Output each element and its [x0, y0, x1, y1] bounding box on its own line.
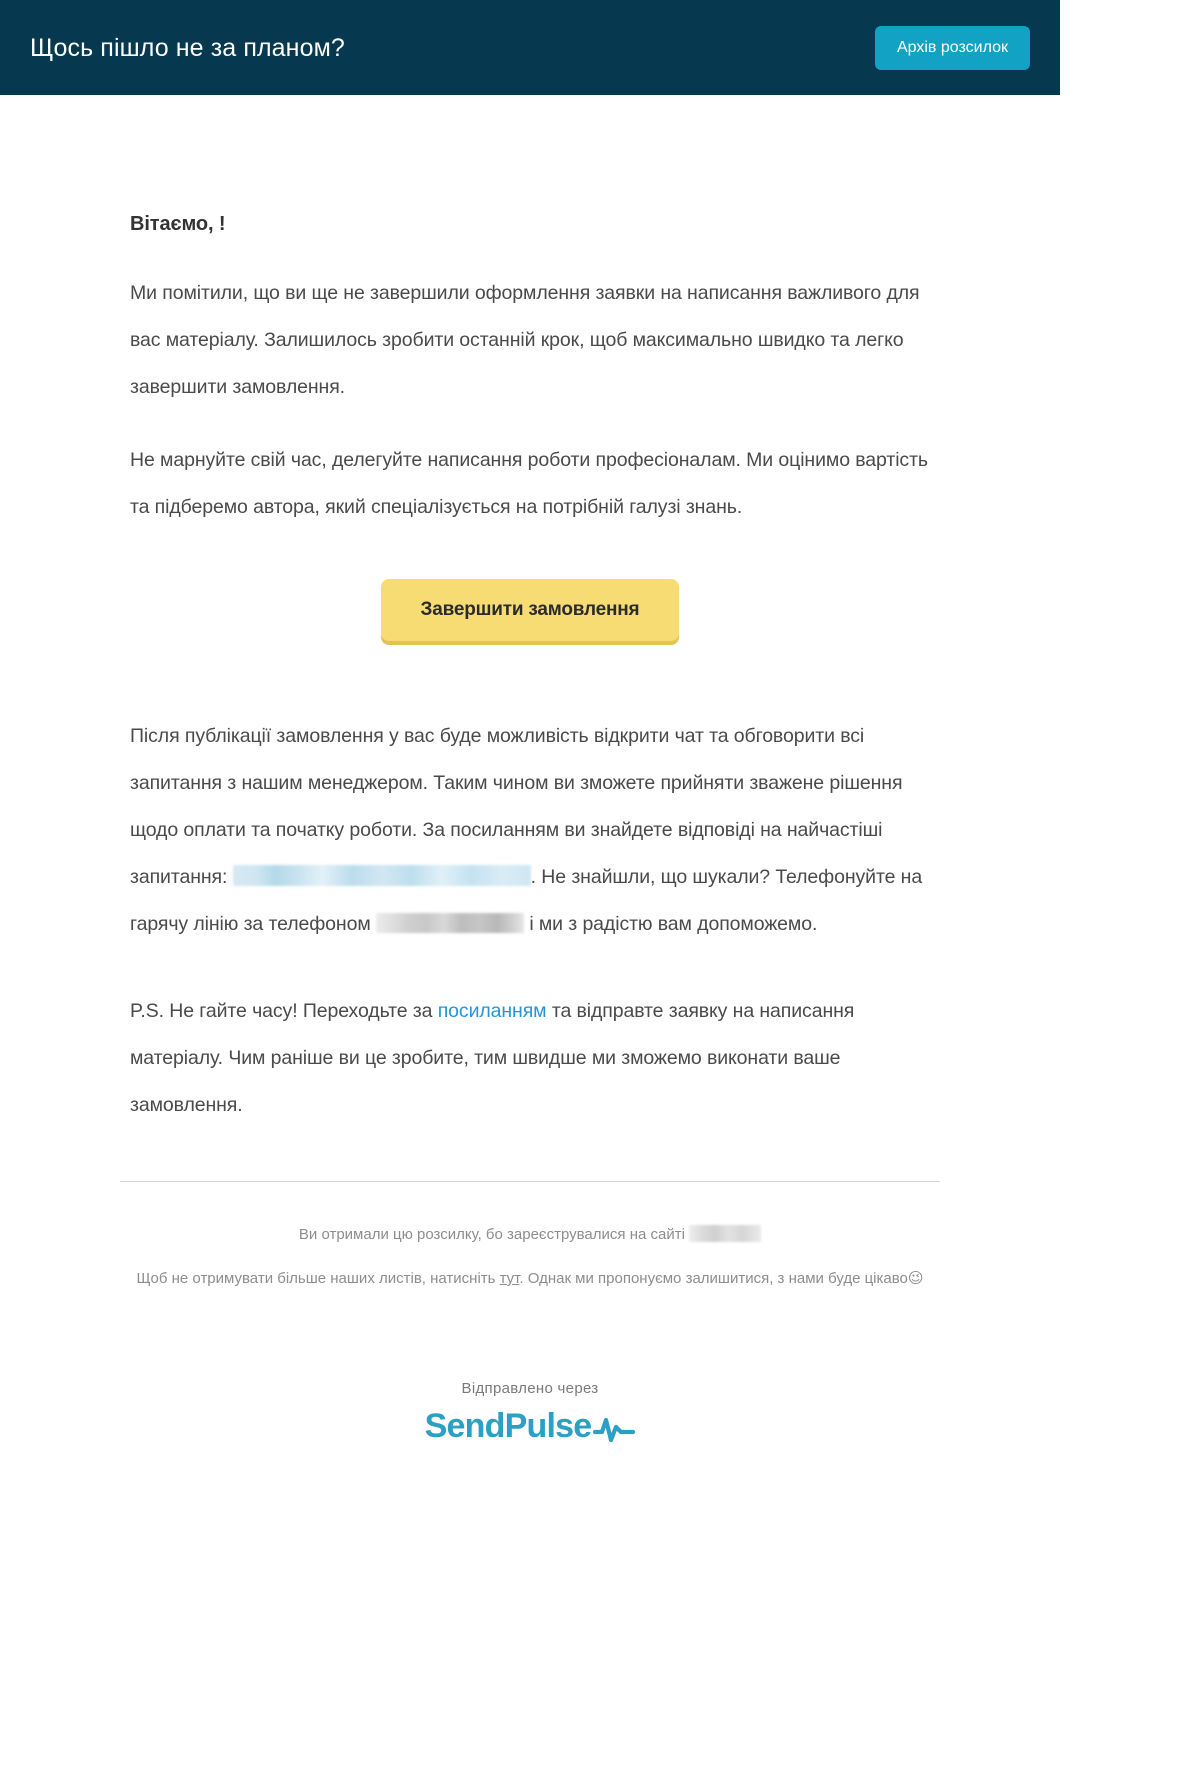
- redacted-site-name: [689, 1225, 761, 1242]
- sent-via-label: Відправлено через: [461, 1380, 599, 1397]
- footer-registered-line: [120, 1218, 940, 1252]
- paragraph-chat-info: [130, 713, 930, 948]
- footer-registered-text: Ви отримали цю розсилку, бо зареєструвалися на сайті: [298, 1226, 685, 1243]
- unsubscribe-text-after: . Однак ми пропонуємо залишитися, з нами буде цікаво: [519, 1270, 908, 1287]
- unsubscribe-text-before: Щоб не отримувати більше наших листів, натисніть: [136, 1270, 496, 1287]
- email-header-bar: [0, 0, 1060, 95]
- cta-container: [130, 579, 930, 641]
- redacted-faq-link[interactable]: [233, 865, 531, 886]
- ps-text-after: та відправте заявку на написання матеріалу. Чим раніше ви це зробите, тим швидше ми зможемо виконати ваше замовлення.: [130, 1000, 855, 1116]
- greeting-text: Вітаємо, !: [130, 213, 226, 235]
- sendpulse-logo[interactable]: [425, 1407, 636, 1446]
- unsubscribe-link[interactable]: тут: [499, 1270, 520, 1287]
- paragraph-delegate: Не марнуйте свій час, делегуйте написання роботи професіоналам. Ми оцінимо вартість та підберемо автора, який спеціалізується на потрібній галузі знань.: [130, 449, 928, 518]
- sendpulse-wordmark: SendPulse: [424, 1407, 592, 1445]
- email-body: [0, 95, 1060, 1496]
- paragraph-intro: Ми помітили, що ви ще не завершили оформлення заявки на написання важливого для вас матеріалу. Залишилось зробити останній крок, щоб максимально швидко та легко завершити замовлення.: [130, 282, 920, 398]
- ps-text-before: P.S. Не гайте часу! Переходьте за: [130, 1000, 433, 1022]
- email-footer: [120, 1182, 940, 1296]
- paragraph-chat-info-text-2: . Не знайшли, що шукали? Телефонуйте на гарячу лінію за телефоном: [130, 866, 923, 935]
- pulse-wave-icon: [593, 1410, 635, 1444]
- redacted-phone-number: [376, 913, 524, 933]
- header-title: Щось пішло не за планом?: [30, 33, 345, 62]
- sent-via-block: [0, 1306, 1060, 1496]
- wink-emoji: 😉: [907, 1270, 924, 1287]
- archive-button[interactable]: Архів розсилок: [875, 26, 1030, 70]
- paragraph-chat-info-text: Після публікації замовлення у вас буде можливість відкрити чат та обговорити всі запитання з нашим менеджером. Таким чином ви зможете прийняти зважене рішення щодо оплати та початку роботи. За посиланням ви знайдете відповіді на найчастіші запитання:: [130, 725, 903, 888]
- ps-inline-link[interactable]: посиланням: [437, 1000, 547, 1022]
- footer-unsubscribe-line: [120, 1262, 940, 1296]
- complete-order-button[interactable]: Завершити замовлення: [381, 579, 680, 641]
- email-content: [130, 95, 930, 1129]
- paragraph-chat-info-text-3: і ми з радістю вам допоможемо.: [529, 913, 818, 935]
- paragraph-ps: [130, 988, 930, 1129]
